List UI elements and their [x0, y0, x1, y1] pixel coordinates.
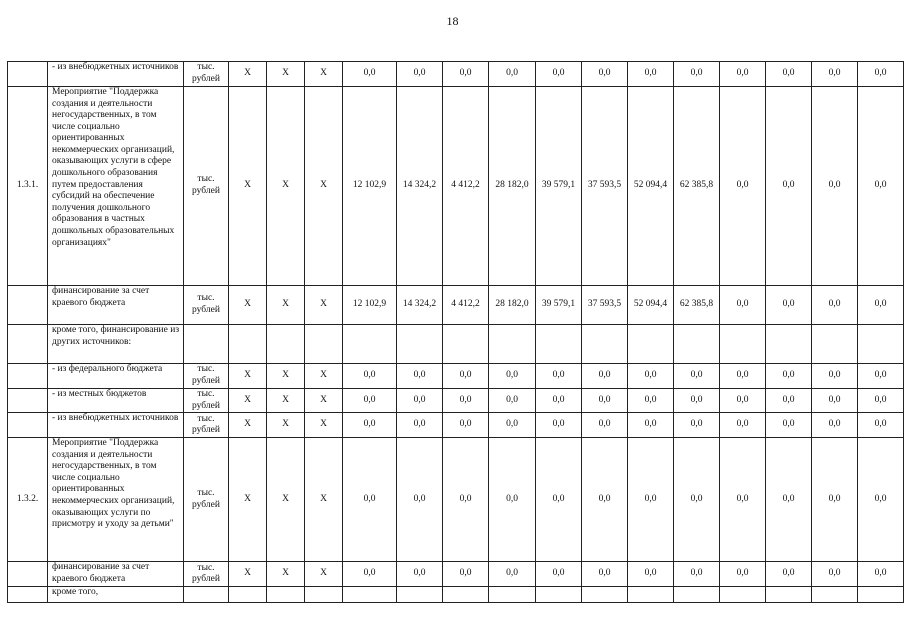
value-cell: 4 412,2 — [443, 87, 489, 286]
table-row — [8, 62, 904, 87]
value-cell — [536, 325, 582, 364]
value-cell: 12 102,9 — [343, 286, 397, 325]
value-cell: 0,0 — [858, 62, 904, 87]
value-cell: 37 593,5 — [582, 286, 628, 325]
value-cell: 0,0 — [489, 62, 536, 87]
value-cell: 0,0 — [766, 389, 812, 413]
value-cell — [628, 325, 674, 364]
value-cell — [720, 325, 766, 364]
value-cell: 0,0 — [720, 364, 766, 389]
value-cell: 0,0 — [536, 364, 582, 389]
value-cell: 0,0 — [582, 62, 628, 87]
value-cell: 0,0 — [720, 413, 766, 438]
value-cell: 39 579,1 — [536, 87, 582, 286]
row-name: - из федерального бюджета — [48, 364, 184, 389]
value-cell — [628, 587, 674, 603]
x-mark: Х — [267, 562, 305, 587]
value-cell — [720, 587, 766, 603]
value-cell: 0,0 — [720, 389, 766, 413]
value-cell: 0,0 — [443, 62, 489, 87]
value-cell: 0,0 — [443, 413, 489, 438]
x-mark: Х — [305, 364, 343, 389]
value-cell: 0,0 — [812, 562, 858, 587]
budget-table — [7, 61, 904, 603]
value-cell: 0,0 — [343, 562, 397, 587]
value-cell: 0,0 — [674, 438, 720, 562]
row-name: кроме того, — [48, 587, 184, 603]
row-unit: тыс. рублей — [184, 62, 229, 87]
value-cell: 0,0 — [489, 364, 536, 389]
x-mark: Х — [305, 389, 343, 413]
value-cell: 0,0 — [489, 562, 536, 587]
value-cell: 0,0 — [858, 286, 904, 325]
x-mark: Х — [267, 413, 305, 438]
value-cell: 0,0 — [443, 389, 489, 413]
row-code — [8, 413, 48, 438]
row-unit: тыс. рублей — [184, 389, 229, 413]
value-cell: 0,0 — [720, 87, 766, 286]
row-code: 1.3.1. — [8, 87, 48, 286]
row-code — [8, 364, 48, 389]
value-cell: 0,0 — [674, 62, 720, 87]
value-cell: 0,0 — [766, 438, 812, 562]
value-cell — [443, 325, 489, 364]
row-unit — [184, 325, 229, 364]
row-unit: тыс. рублей — [184, 562, 229, 587]
value-cell: 14 324,2 — [397, 87, 443, 286]
page-number: 18 — [446, 14, 459, 28]
value-cell: 0,0 — [720, 562, 766, 587]
row-code — [8, 62, 48, 87]
value-cell: 0,0 — [766, 62, 812, 87]
value-cell: 0,0 — [397, 62, 443, 87]
value-cell — [674, 587, 720, 603]
x-mark: Х — [229, 438, 267, 562]
value-cell: 0,0 — [674, 364, 720, 389]
value-cell — [443, 587, 489, 603]
value-cell — [343, 325, 397, 364]
value-cell: 0,0 — [628, 413, 674, 438]
value-cell: 0,0 — [766, 562, 812, 587]
value-cell: 0,0 — [397, 389, 443, 413]
value-cell: 0,0 — [582, 389, 628, 413]
x-mark: Х — [229, 364, 267, 389]
x-mark — [229, 587, 267, 603]
x-mark: Х — [267, 389, 305, 413]
value-cell: 0,0 — [397, 413, 443, 438]
value-cell — [674, 325, 720, 364]
value-cell — [858, 587, 904, 603]
value-cell: 28 182,0 — [489, 87, 536, 286]
row-unit: тыс. рублей — [184, 364, 229, 389]
value-cell: 0,0 — [582, 438, 628, 562]
value-cell: 0,0 — [443, 562, 489, 587]
value-cell: 52 094,4 — [628, 286, 674, 325]
table-row — [8, 562, 904, 587]
row-unit: тыс. рублей — [184, 286, 229, 325]
value-cell: 0,0 — [628, 62, 674, 87]
value-cell: 0,0 — [536, 62, 582, 87]
row-code — [8, 562, 48, 587]
value-cell — [582, 587, 628, 603]
x-mark — [267, 587, 305, 603]
value-cell: 0,0 — [812, 364, 858, 389]
value-cell: 0,0 — [628, 438, 674, 562]
value-cell: 0,0 — [628, 364, 674, 389]
value-cell: 0,0 — [858, 562, 904, 587]
value-cell: 62 385,8 — [674, 87, 720, 286]
value-cell: 0,0 — [343, 62, 397, 87]
x-mark: Х — [305, 62, 343, 87]
value-cell: 0,0 — [443, 438, 489, 562]
value-cell: 0,0 — [766, 413, 812, 438]
table-row — [8, 286, 904, 325]
value-cell: 0,0 — [720, 286, 766, 325]
x-mark: Х — [267, 87, 305, 286]
value-cell: 0,0 — [812, 438, 858, 562]
row-unit: тыс. рублей — [184, 438, 229, 562]
x-mark: Х — [229, 286, 267, 325]
value-cell — [489, 325, 536, 364]
x-mark: Х — [267, 286, 305, 325]
value-cell: 0,0 — [489, 413, 536, 438]
value-cell: 14 324,2 — [397, 286, 443, 325]
x-mark — [305, 587, 343, 603]
row-name: - из внебюджетных источников — [48, 62, 184, 87]
value-cell — [812, 325, 858, 364]
x-mark: Х — [305, 87, 343, 286]
x-mark: Х — [267, 438, 305, 562]
x-mark: Х — [229, 62, 267, 87]
row-name: Мероприятие "Поддержка создания и деятельности негосударственных, в том числе социально ориентированных некоммерческих организаций, оказывающих услуги по присмотру и уходу за детьми" — [48, 438, 184, 562]
table-row — [8, 413, 904, 438]
table-body — [8, 62, 904, 603]
value-cell: 0,0 — [343, 389, 397, 413]
value-cell — [812, 587, 858, 603]
table-row — [8, 87, 904, 286]
value-cell: 12 102,9 — [343, 87, 397, 286]
table-row — [8, 389, 904, 413]
table-row — [8, 438, 904, 562]
row-name: финансирование за счет краевого бюджета — [48, 562, 184, 587]
x-mark: Х — [229, 413, 267, 438]
row-name: кроме того, финансирование из других источников: — [48, 325, 184, 364]
x-mark: Х — [305, 438, 343, 562]
value-cell: 0,0 — [397, 562, 443, 587]
value-cell: 0,0 — [858, 87, 904, 286]
value-cell: 0,0 — [674, 562, 720, 587]
value-cell: 0,0 — [858, 438, 904, 562]
x-mark — [305, 325, 343, 364]
value-cell: 0,0 — [397, 438, 443, 562]
value-cell: 0,0 — [489, 389, 536, 413]
value-cell: 0,0 — [858, 413, 904, 438]
row-code — [8, 389, 48, 413]
x-mark: Х — [267, 62, 305, 87]
value-cell: 0,0 — [582, 562, 628, 587]
value-cell — [489, 587, 536, 603]
value-cell: 0,0 — [489, 438, 536, 562]
value-cell: 0,0 — [674, 413, 720, 438]
value-cell: 0,0 — [766, 286, 812, 325]
x-mark — [267, 325, 305, 364]
value-cell: 4 412,2 — [443, 286, 489, 325]
row-code — [8, 286, 48, 325]
value-cell: 0,0 — [812, 87, 858, 286]
value-cell: 52 094,4 — [628, 87, 674, 286]
value-cell: 0,0 — [812, 413, 858, 438]
row-name: - из внебюджетных источников — [48, 413, 184, 438]
value-cell: 0,0 — [443, 364, 489, 389]
value-cell — [397, 325, 443, 364]
value-cell: 0,0 — [812, 62, 858, 87]
x-mark: Х — [229, 562, 267, 587]
x-mark: Х — [305, 286, 343, 325]
value-cell — [858, 325, 904, 364]
value-cell — [582, 325, 628, 364]
row-code — [8, 325, 48, 364]
value-cell: 0,0 — [812, 389, 858, 413]
value-cell: 0,0 — [343, 413, 397, 438]
value-cell: 0,0 — [536, 413, 582, 438]
row-name: финансирование за счет краевого бюджета — [48, 286, 184, 325]
value-cell: 0,0 — [536, 562, 582, 587]
x-mark: Х — [267, 364, 305, 389]
value-cell — [397, 587, 443, 603]
value-cell: 0,0 — [582, 364, 628, 389]
row-code: 1.3.2. — [8, 438, 48, 562]
value-cell — [766, 587, 812, 603]
value-cell — [766, 325, 812, 364]
value-cell: 0,0 — [343, 438, 397, 562]
table-row — [8, 587, 904, 603]
value-cell — [343, 587, 397, 603]
value-cell: 0,0 — [536, 389, 582, 413]
value-cell: 0,0 — [720, 62, 766, 87]
x-mark: Х — [229, 389, 267, 413]
value-cell: 0,0 — [766, 87, 812, 286]
table-row — [8, 364, 904, 389]
value-cell: 0,0 — [397, 364, 443, 389]
value-cell: 0,0 — [628, 389, 674, 413]
value-cell: 28 182,0 — [489, 286, 536, 325]
value-cell: 0,0 — [812, 286, 858, 325]
row-unit: тыс. рублей — [184, 87, 229, 286]
x-mark: Х — [229, 87, 267, 286]
value-cell: 0,0 — [536, 438, 582, 562]
value-cell: 0,0 — [858, 389, 904, 413]
row-code — [8, 587, 48, 603]
value-cell: 0,0 — [582, 413, 628, 438]
value-cell: 39 579,1 — [536, 286, 582, 325]
row-unit: тыс. рублей — [184, 413, 229, 438]
value-cell: 0,0 — [628, 562, 674, 587]
x-mark — [229, 325, 267, 364]
value-cell: 0,0 — [720, 438, 766, 562]
value-cell: 0,0 — [858, 364, 904, 389]
value-cell: 0,0 — [674, 389, 720, 413]
table-row — [8, 325, 904, 364]
row-name: - из местных бюджетов — [48, 389, 184, 413]
value-cell: 37 593,5 — [582, 87, 628, 286]
x-mark: Х — [305, 562, 343, 587]
value-cell — [536, 587, 582, 603]
row-unit — [184, 587, 229, 603]
x-mark: Х — [305, 413, 343, 438]
row-name: Мероприятие "Поддержка создания и деятельности негосударственных, в том числе социально ориентированных некоммерческих организаций, оказывающих услуги в сфере дошкольного образования путем предоставления субсидий на обеспечение получения дошкольного образования в частных дошкольных образовательных организациях" — [48, 87, 184, 286]
value-cell: 0,0 — [766, 364, 812, 389]
value-cell: 0,0 — [343, 364, 397, 389]
value-cell: 62 385,8 — [674, 286, 720, 325]
